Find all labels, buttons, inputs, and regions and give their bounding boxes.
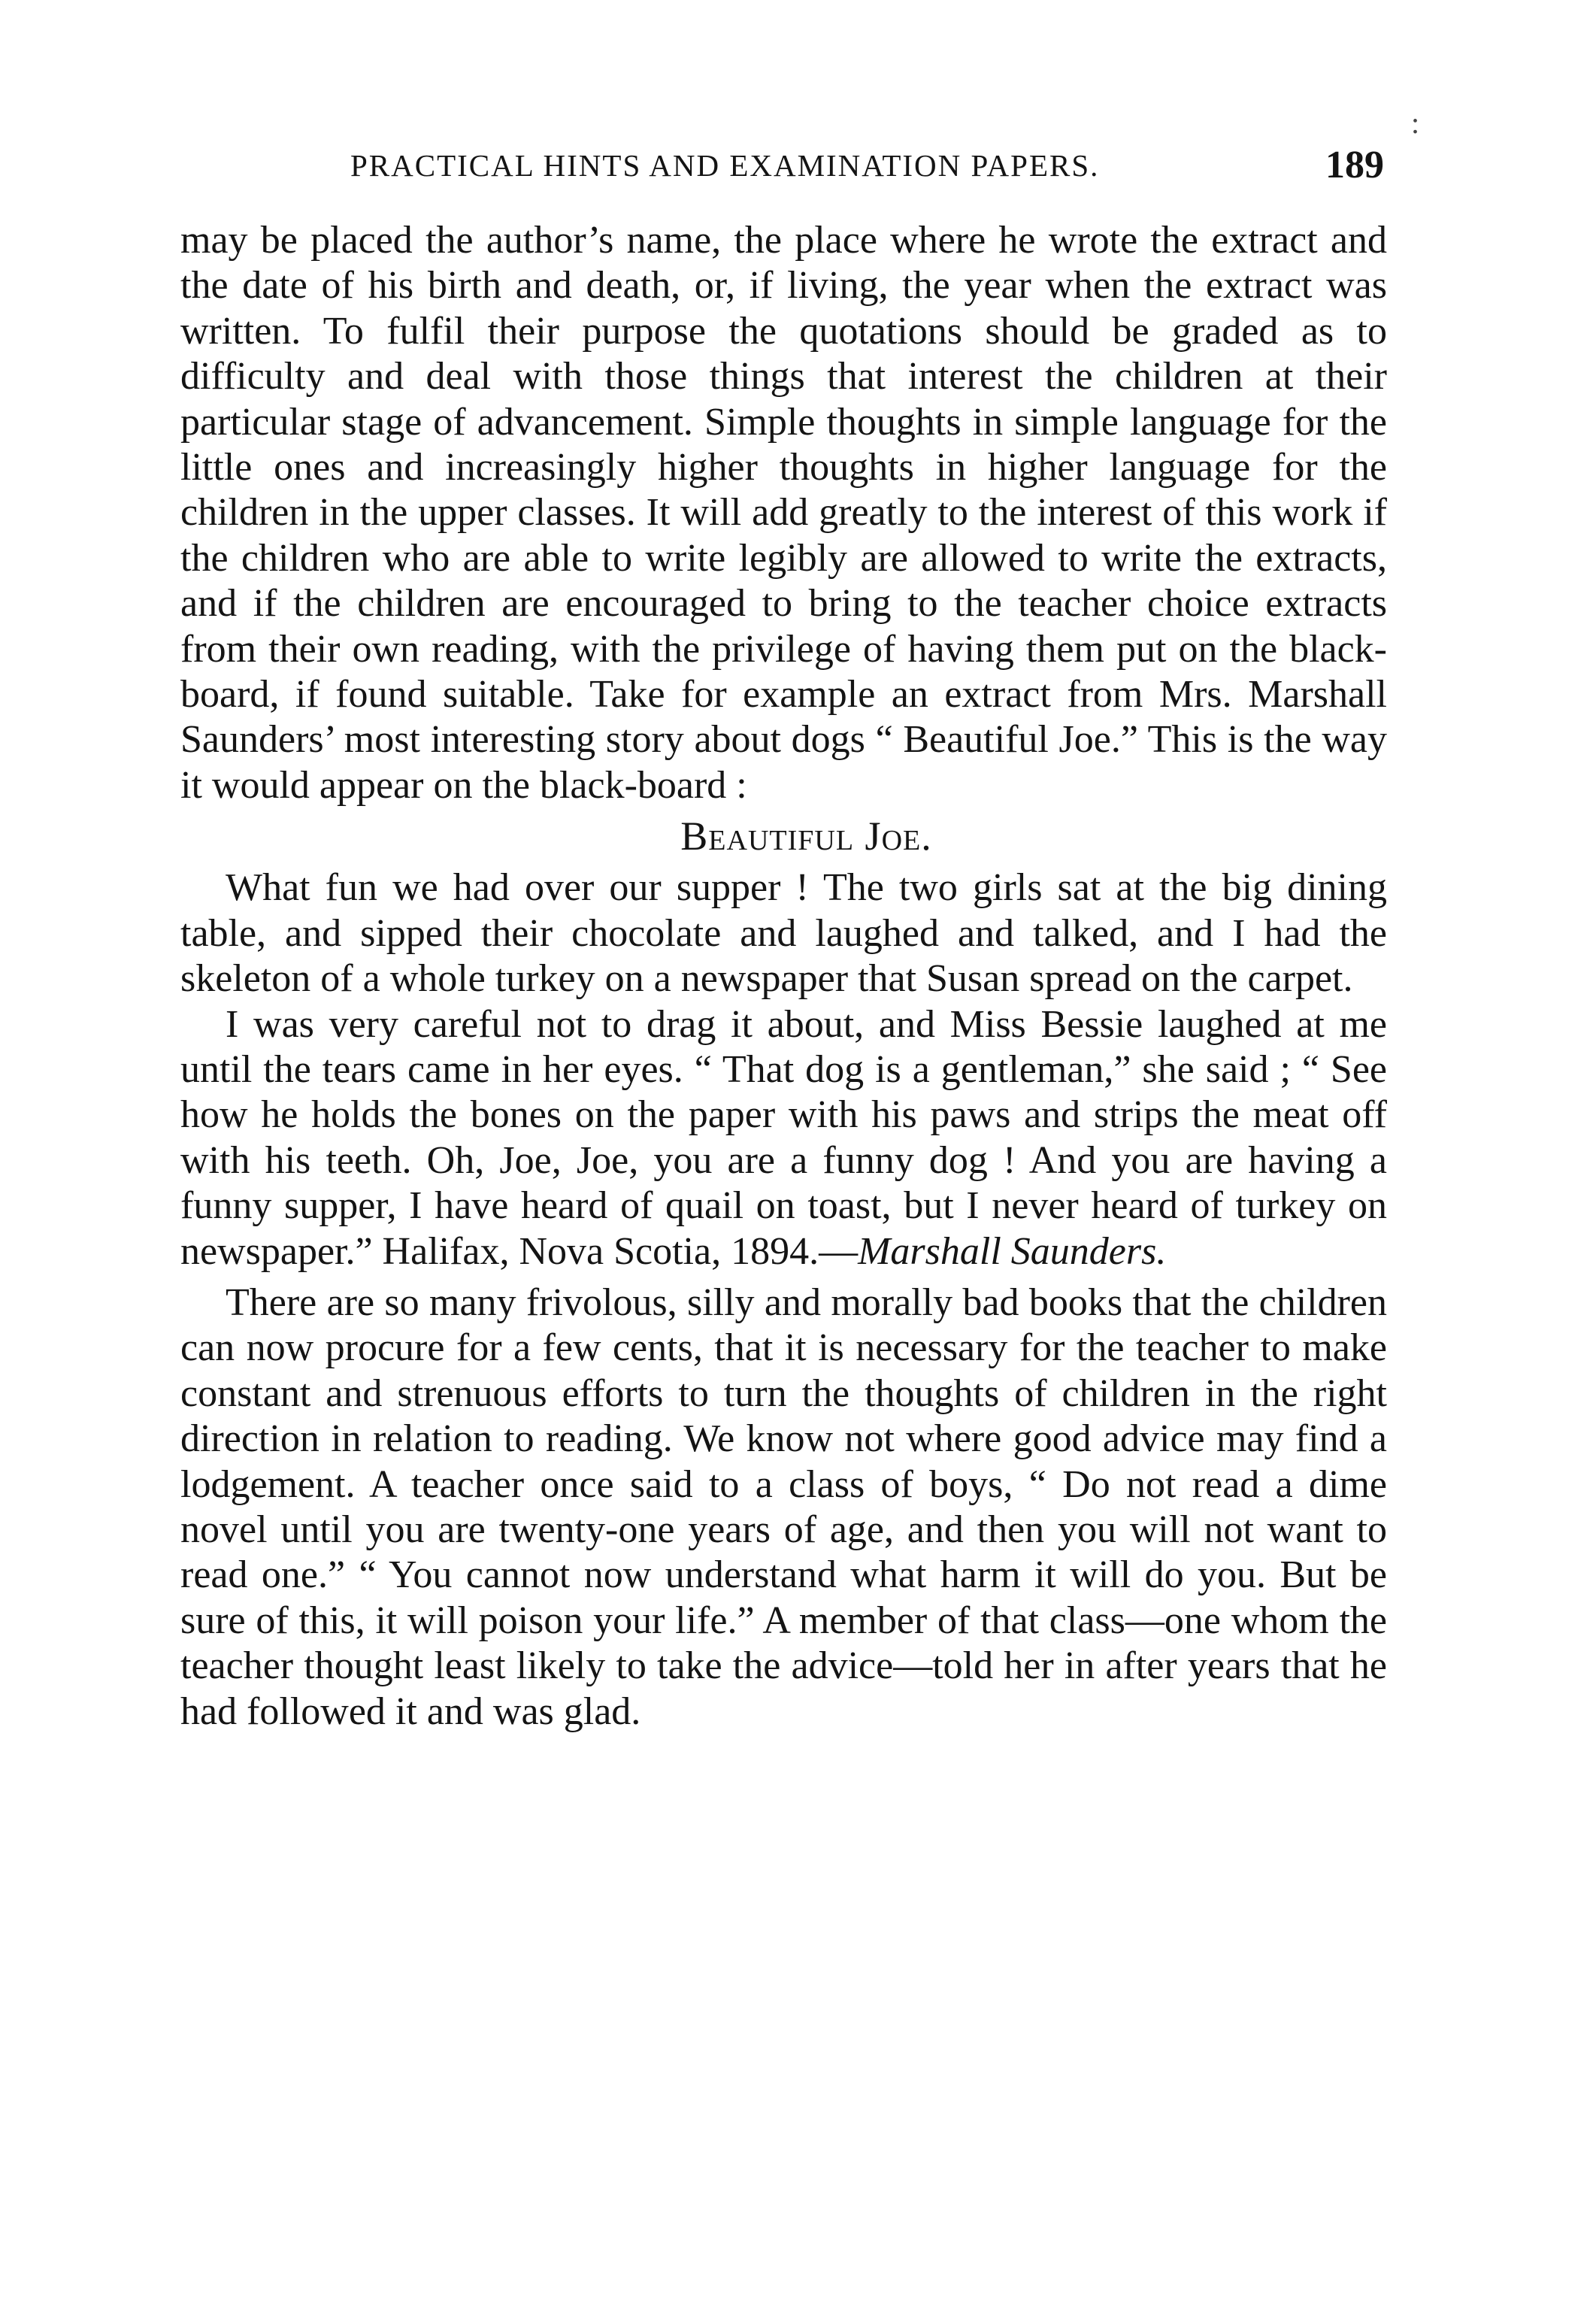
running-head	[180, 143, 1387, 195]
paragraph-opening: may be placed the author’s name, the place where he wrote the extract and the date of his birth and death, or, if living, the year when the extract was written. To fulfil their purpose the quotations should be graded as to difficulty and deal with those things that interest the children at their particular stage of advancement. Simple thoughts in simple language for the little ones and increasingly higher thoughts in higher language for the children in the upper classes. It will add greatly to the interest of this work if the children who are able to write legibly are allowed to write the extracts, and if the children are encouraged to bring to the teacher choice extracts from their own reading, with the privilege of having them put on the black-board, if found suitable. Take for example an extract from Mrs. Marshall Saunders’ most interesting story about dogs “ Beautiful Joe.” This is the way it would appear on the black-board :	[180, 219, 1387, 807]
extract-paragraph-2	[180, 1002, 1387, 1274]
extract-signature: Marshall Saunders.	[858, 1229, 1167, 1273]
extract-paragraph-2-text: I was very careful not to drag it about, and Miss Bessie laughed at me until the tears came in her eyes. “ That dog is a gentleman,” she said ; “ See how he holds the bones on the paper with his paws and strips the meat off with his teeth. Oh, Joe, Joe, you are a funny dog ! And you are having a funny supper, I have heard of quail on toast, but I never heard of turkey on newspaper.” Halifax, Nova Scotia, 1894.—	[180, 1002, 1387, 1273]
running-title: PRACTICAL HINTS AND EXAMINATION PAPERS.	[350, 148, 1100, 183]
stray-mark: :	[1411, 106, 1420, 140]
paragraph-closing: There are so many frivolous, silly and morally bad books that the children can now procure for a few cents, that it is necessary for the teacher to make constant and strenuous efforts to turn the thoughts of children in the right direction in relation to reading. We know not where good advice may find a lodgement. A teacher once said to a class of boys, “ Do not read a dime novel until you are twenty-one years of age, and then you will not want to read one.” “ You cannot now understand what harm it will do you. But be sure of this, it will poison your life.” A member of that class—one whom the teacher thought least likely to take the advice—told her in after years that he had followed it and was glad.	[180, 1280, 1387, 1733]
extract-paragraph-1: What fun we had over our supper ! The two girls sat at the big dining table, and sipped their chocolate and laughed and talked, and I had the skeleton of a whole turkey on a newspaper that Susan spread on the carpet.	[180, 866, 1387, 1001]
page-number: 189	[1325, 144, 1384, 186]
book-page	[180, 143, 1387, 1735]
extract-title: Beautiful Joe.	[680, 814, 932, 859]
